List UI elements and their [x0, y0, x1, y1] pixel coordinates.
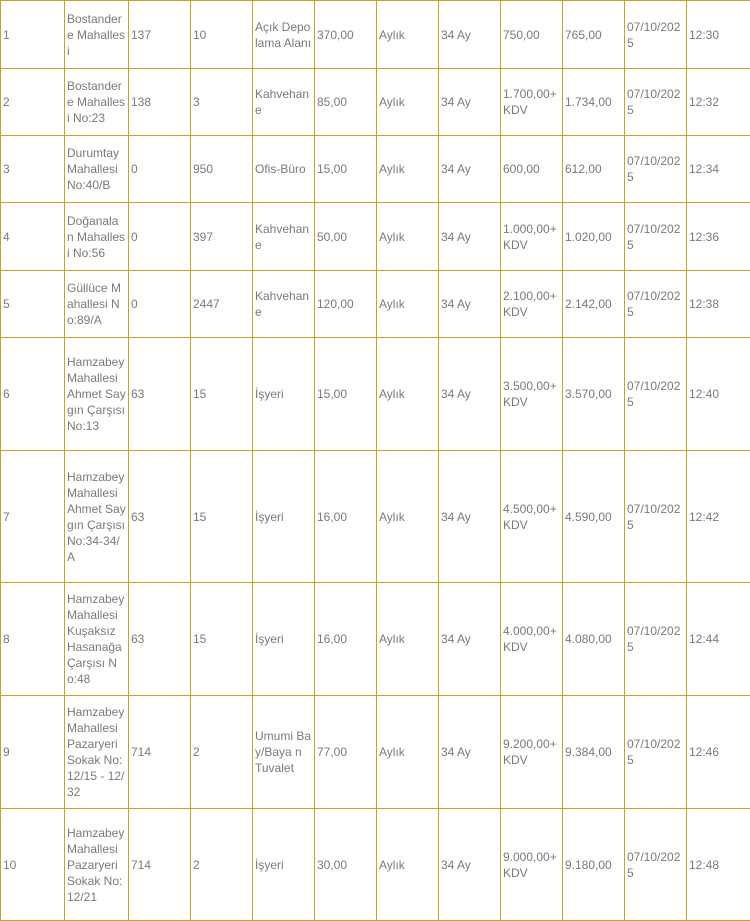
duration-cell: 34 Ay [439, 451, 501, 583]
time-cell: 12:42 [687, 451, 750, 583]
period-cell: Aylık [377, 271, 439, 338]
total-cell: 612,00 [563, 136, 625, 203]
time-cell: 12:46 [687, 696, 750, 809]
row-number: 1 [1, 1, 65, 69]
total-cell: 4.080,00 [563, 583, 625, 696]
price-cell: 4.500,00+ KDV [501, 451, 563, 583]
ada-cell: 714 [129, 696, 191, 809]
total-cell: 1.734,00 [563, 69, 625, 136]
ada-cell: 714 [129, 809, 191, 921]
time-cell: 12:40 [687, 338, 750, 451]
parsel-cell: 15 [191, 583, 253, 696]
parsel-cell: 950 [191, 136, 253, 203]
table-row [1, 696, 750, 809]
address-cell: Hamzabey Mahallesi Pazaryeri Sokak No:12/21 [65, 809, 129, 921]
date-cell: 07/10/2025 [625, 451, 687, 583]
date-cell: 07/10/2025 [625, 583, 687, 696]
price-cell: 600,00 [501, 136, 563, 203]
row-number: 2 [1, 69, 65, 136]
address-cell: Hamzabey Mahallesi Pazaryeri Sokak No:12/15 - 12/32 [65, 696, 129, 809]
address-cell: Hamzabey Mahallesi Ahmet Saygın Çarşısı No:34-34/A [65, 451, 129, 583]
price-cell: 4.000,00+ KDV [501, 583, 563, 696]
address-cell: Bostander e Mahallesi No:23 [65, 69, 129, 136]
property-type-cell: İşyeri [253, 809, 315, 921]
row-number: 4 [1, 203, 65, 271]
area-cell: 85,00 [315, 69, 377, 136]
time-cell: 12:48 [687, 809, 750, 921]
property-type-cell: Kahvehan e [253, 271, 315, 338]
time-cell: 12:44 [687, 583, 750, 696]
date-cell: 07/10/2025 [625, 338, 687, 451]
address-cell: Doğanala n Mahallesi No:56 [65, 203, 129, 271]
date-cell: 07/10/2025 [625, 136, 687, 203]
date-cell: 07/10/2025 [625, 1, 687, 69]
row-number: 10 [1, 809, 65, 921]
row-number: 7 [1, 451, 65, 583]
area-cell: 30,00 [315, 809, 377, 921]
total-cell: 765,00 [563, 1, 625, 69]
address-cell: Güllüce Mahallesi No:89/A [65, 271, 129, 338]
area-cell: 15,00 [315, 338, 377, 451]
row-number: 9 [1, 696, 65, 809]
period-cell: Aylık [377, 136, 439, 203]
area-cell: 370,00 [315, 1, 377, 69]
row-number: 5 [1, 271, 65, 338]
table-row [1, 136, 750, 203]
table-row [1, 809, 750, 921]
ada-cell: 0 [129, 271, 191, 338]
table-row [1, 583, 750, 696]
table-row [1, 1, 750, 69]
area-cell: 16,00 [315, 583, 377, 696]
ada-cell: 0 [129, 136, 191, 203]
price-cell: 2.100,00+ KDV [501, 271, 563, 338]
property-type-cell: İşyeri [253, 583, 315, 696]
total-cell: 1.020,00 [563, 203, 625, 271]
address-cell: Bostander e Mahallesi [65, 1, 129, 69]
property-type-cell: İşyeri [253, 451, 315, 583]
period-cell: Aylık [377, 338, 439, 451]
parsel-cell: 3 [191, 69, 253, 136]
area-cell: 120,00 [315, 271, 377, 338]
parsel-cell: 15 [191, 338, 253, 451]
time-cell: 12:34 [687, 136, 750, 203]
price-cell: 9.200,00+ KDV [501, 696, 563, 809]
total-cell: 9.384,00 [563, 696, 625, 809]
duration-cell: 34 Ay [439, 136, 501, 203]
price-cell: 750,00 [501, 1, 563, 69]
table-row [1, 69, 750, 136]
property-type-cell: Ofis-Büro [253, 136, 315, 203]
property-type-cell: Kahvehan e [253, 203, 315, 271]
total-cell: 2.142,00 [563, 271, 625, 338]
property-type-cell: Umumi Bay/Baya n Tuvalet [253, 696, 315, 809]
period-cell: Aylık [377, 583, 439, 696]
parsel-cell: 15 [191, 451, 253, 583]
ada-cell: 63 [129, 338, 191, 451]
row-number: 6 [1, 338, 65, 451]
address-cell: Hamzabey Mahallesi Kuşaksız Hasanağa Çarşısı No:48 [65, 583, 129, 696]
ada-cell: 138 [129, 69, 191, 136]
row-number: 3 [1, 136, 65, 203]
price-cell: 1.700,00+ KDV [501, 69, 563, 136]
table-row [1, 203, 750, 271]
duration-cell: 34 Ay [439, 338, 501, 451]
parsel-cell: 2 [191, 696, 253, 809]
total-cell: 3.570,00 [563, 338, 625, 451]
time-cell: 12:38 [687, 271, 750, 338]
period-cell: Aylık [377, 451, 439, 583]
price-cell: 9.000,00+ KDV [501, 809, 563, 921]
parsel-cell: 10 [191, 1, 253, 69]
property-type-cell: Açık Depolama Alanı [253, 1, 315, 69]
total-cell: 4.590,00 [563, 451, 625, 583]
duration-cell: 34 Ay [439, 271, 501, 338]
table-row [1, 338, 750, 451]
ada-cell: 0 [129, 203, 191, 271]
address-cell: Hamzabey Mahallesi Ahmet Saygın Çarşısı No:13 [65, 338, 129, 451]
period-cell: Aylık [377, 1, 439, 69]
address-cell: Durumtay Mahallesi No:40/B [65, 136, 129, 203]
total-cell: 9.180,00 [563, 809, 625, 921]
period-cell: Aylık [377, 696, 439, 809]
date-cell: 07/10/2025 [625, 696, 687, 809]
time-cell: 12:36 [687, 203, 750, 271]
period-cell: Aylık [377, 203, 439, 271]
date-cell: 07/10/2025 [625, 69, 687, 136]
period-cell: Aylık [377, 69, 439, 136]
property-type-cell: Kahvehan e [253, 69, 315, 136]
area-cell: 16,00 [315, 451, 377, 583]
table-row [1, 451, 750, 583]
area-cell: 77,00 [315, 696, 377, 809]
table-row [1, 271, 750, 338]
parsel-cell: 397 [191, 203, 253, 271]
ada-cell: 137 [129, 1, 191, 69]
row-number: 8 [1, 583, 65, 696]
duration-cell: 34 Ay [439, 696, 501, 809]
price-cell: 1.000,00+ KDV [501, 203, 563, 271]
duration-cell: 34 Ay [439, 69, 501, 136]
period-cell: Aylık [377, 809, 439, 921]
ada-cell: 63 [129, 583, 191, 696]
area-cell: 15,00 [315, 136, 377, 203]
ada-cell: 63 [129, 451, 191, 583]
date-cell: 07/10/2025 [625, 203, 687, 271]
duration-cell: 34 Ay [439, 203, 501, 271]
property-type-cell: İşyeri [253, 338, 315, 451]
duration-cell: 34 Ay [439, 1, 501, 69]
parsel-cell: 2 [191, 809, 253, 921]
parsel-cell: 2447 [191, 271, 253, 338]
duration-cell: 34 Ay [439, 583, 501, 696]
duration-cell: 34 Ay [439, 809, 501, 921]
price-cell: 3.500,00+ KDV [501, 338, 563, 451]
time-cell: 12:32 [687, 69, 750, 136]
date-cell: 07/10/2025 [625, 809, 687, 921]
area-cell: 50,00 [315, 203, 377, 271]
date-cell: 07/10/2025 [625, 271, 687, 338]
time-cell: 12:30 [687, 1, 750, 69]
